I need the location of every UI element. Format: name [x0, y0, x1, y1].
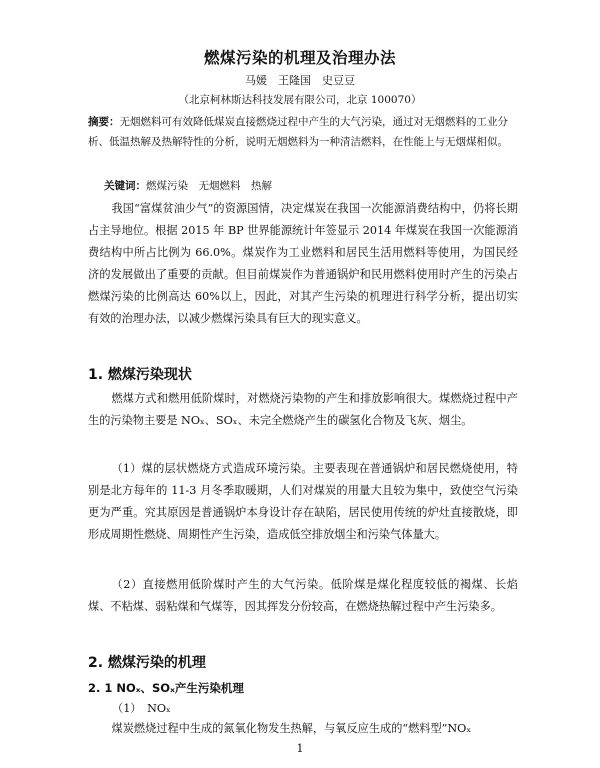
paper-affiliation: （北京柯林斯达科技发展有限公司，北京 100070）	[178, 94, 422, 106]
section-2-1-paragraph: 煤炭燃烧过程中生成的氮氧化物发生热解，与氧反应生成的“燃料型”NOₓ	[111, 722, 472, 735]
keywords-label: 关键词：	[104, 180, 146, 192]
section-1-paragraph-1: 燃煤方式和燃用低阶煤时，对燃烧污染物的产生和排放影响很大。煤燃烧过程中产生的污染物主要是 NOₓ、SOₓ、未完全燃烧产生的碳氢化合物及飞灰、烟尘。	[88, 392, 518, 427]
abstract-label: 摘要：	[88, 116, 120, 128]
keywords	[104, 178, 524, 193]
section-1-paragraph-3: （2）直接燃用低阶煤时产生的大气污染。低阶煤是煤化程度较低的褐煤、长焰煤、不粘煤、弱粘煤和气煤等，因其挥发分份较高，在燃烧热解过程中产生污染多。	[88, 578, 518, 613]
paper-title: 燃煤污染的机理及治理办法	[203, 49, 396, 67]
section-2-heading: 2. 燃煤污染的机理	[88, 655, 206, 671]
keywords-text: 燃煤污染 无烟燃料 热解	[146, 180, 272, 192]
section-1-heading: 1. 燃煤污染现状	[88, 367, 192, 383]
section-1-paragraph-2: （1）煤的层状燃烧方式造成环境污染。主要表现在普通锅炉和居民燃烧使用，特别是北方每年的 11-3 月冬季取暖期，人们对煤炭的用量大且较为集中，致使空气污染更为严重。究其原因是普通锅炉本身设计存在缺陷，居民使用传统的炉灶直接散烧，即形成周期性燃烧、周期性产生污染，造成低空排放烟尘和污染气体量大。	[88, 462, 518, 541]
section-2-1-subheading: （1） NOₓ	[112, 702, 171, 715]
abstract-text: 无烟燃料可有效降低煤炭直接燃烧过程中产生的大气污染，通过对无烟燃料的工业分析、低温热解及热解特性的分析，说明无烟燃料为一种清洁燃料，在性能上与无烟煤相似。	[88, 116, 508, 148]
section-2-1-heading: 2. 1 NOₓ、SOₓ产生污染机理	[88, 681, 244, 695]
page-number: 1	[296, 742, 304, 755]
intro-paragraph: 我国“富煤贫油少气”的资源国情，决定煤炭在我国一次能源消费结构中，仍将长期占主导地位。根据 2015 年 BP 世界能源统计年签显示 2014 年煤炭在我国一次能源消费结构中所占比例为 66.0%。煤炭作为工业燃料和居民生活用燃料等使用，为国民经济的发展做出了重要的贡献。但目前煤炭作为普通锅炉和民用燃料使用时产生的污染占燃煤污染的比例高达 60%以上，因此，对其产生污染的机理进行科学分析，提出切实有效的治理办法，以减少燃煤污染具有巨大的现实意义。	[88, 202, 518, 325]
paper-authors: 马媛 王隆国 史豆豆	[245, 74, 355, 87]
abstract	[88, 112, 520, 152]
